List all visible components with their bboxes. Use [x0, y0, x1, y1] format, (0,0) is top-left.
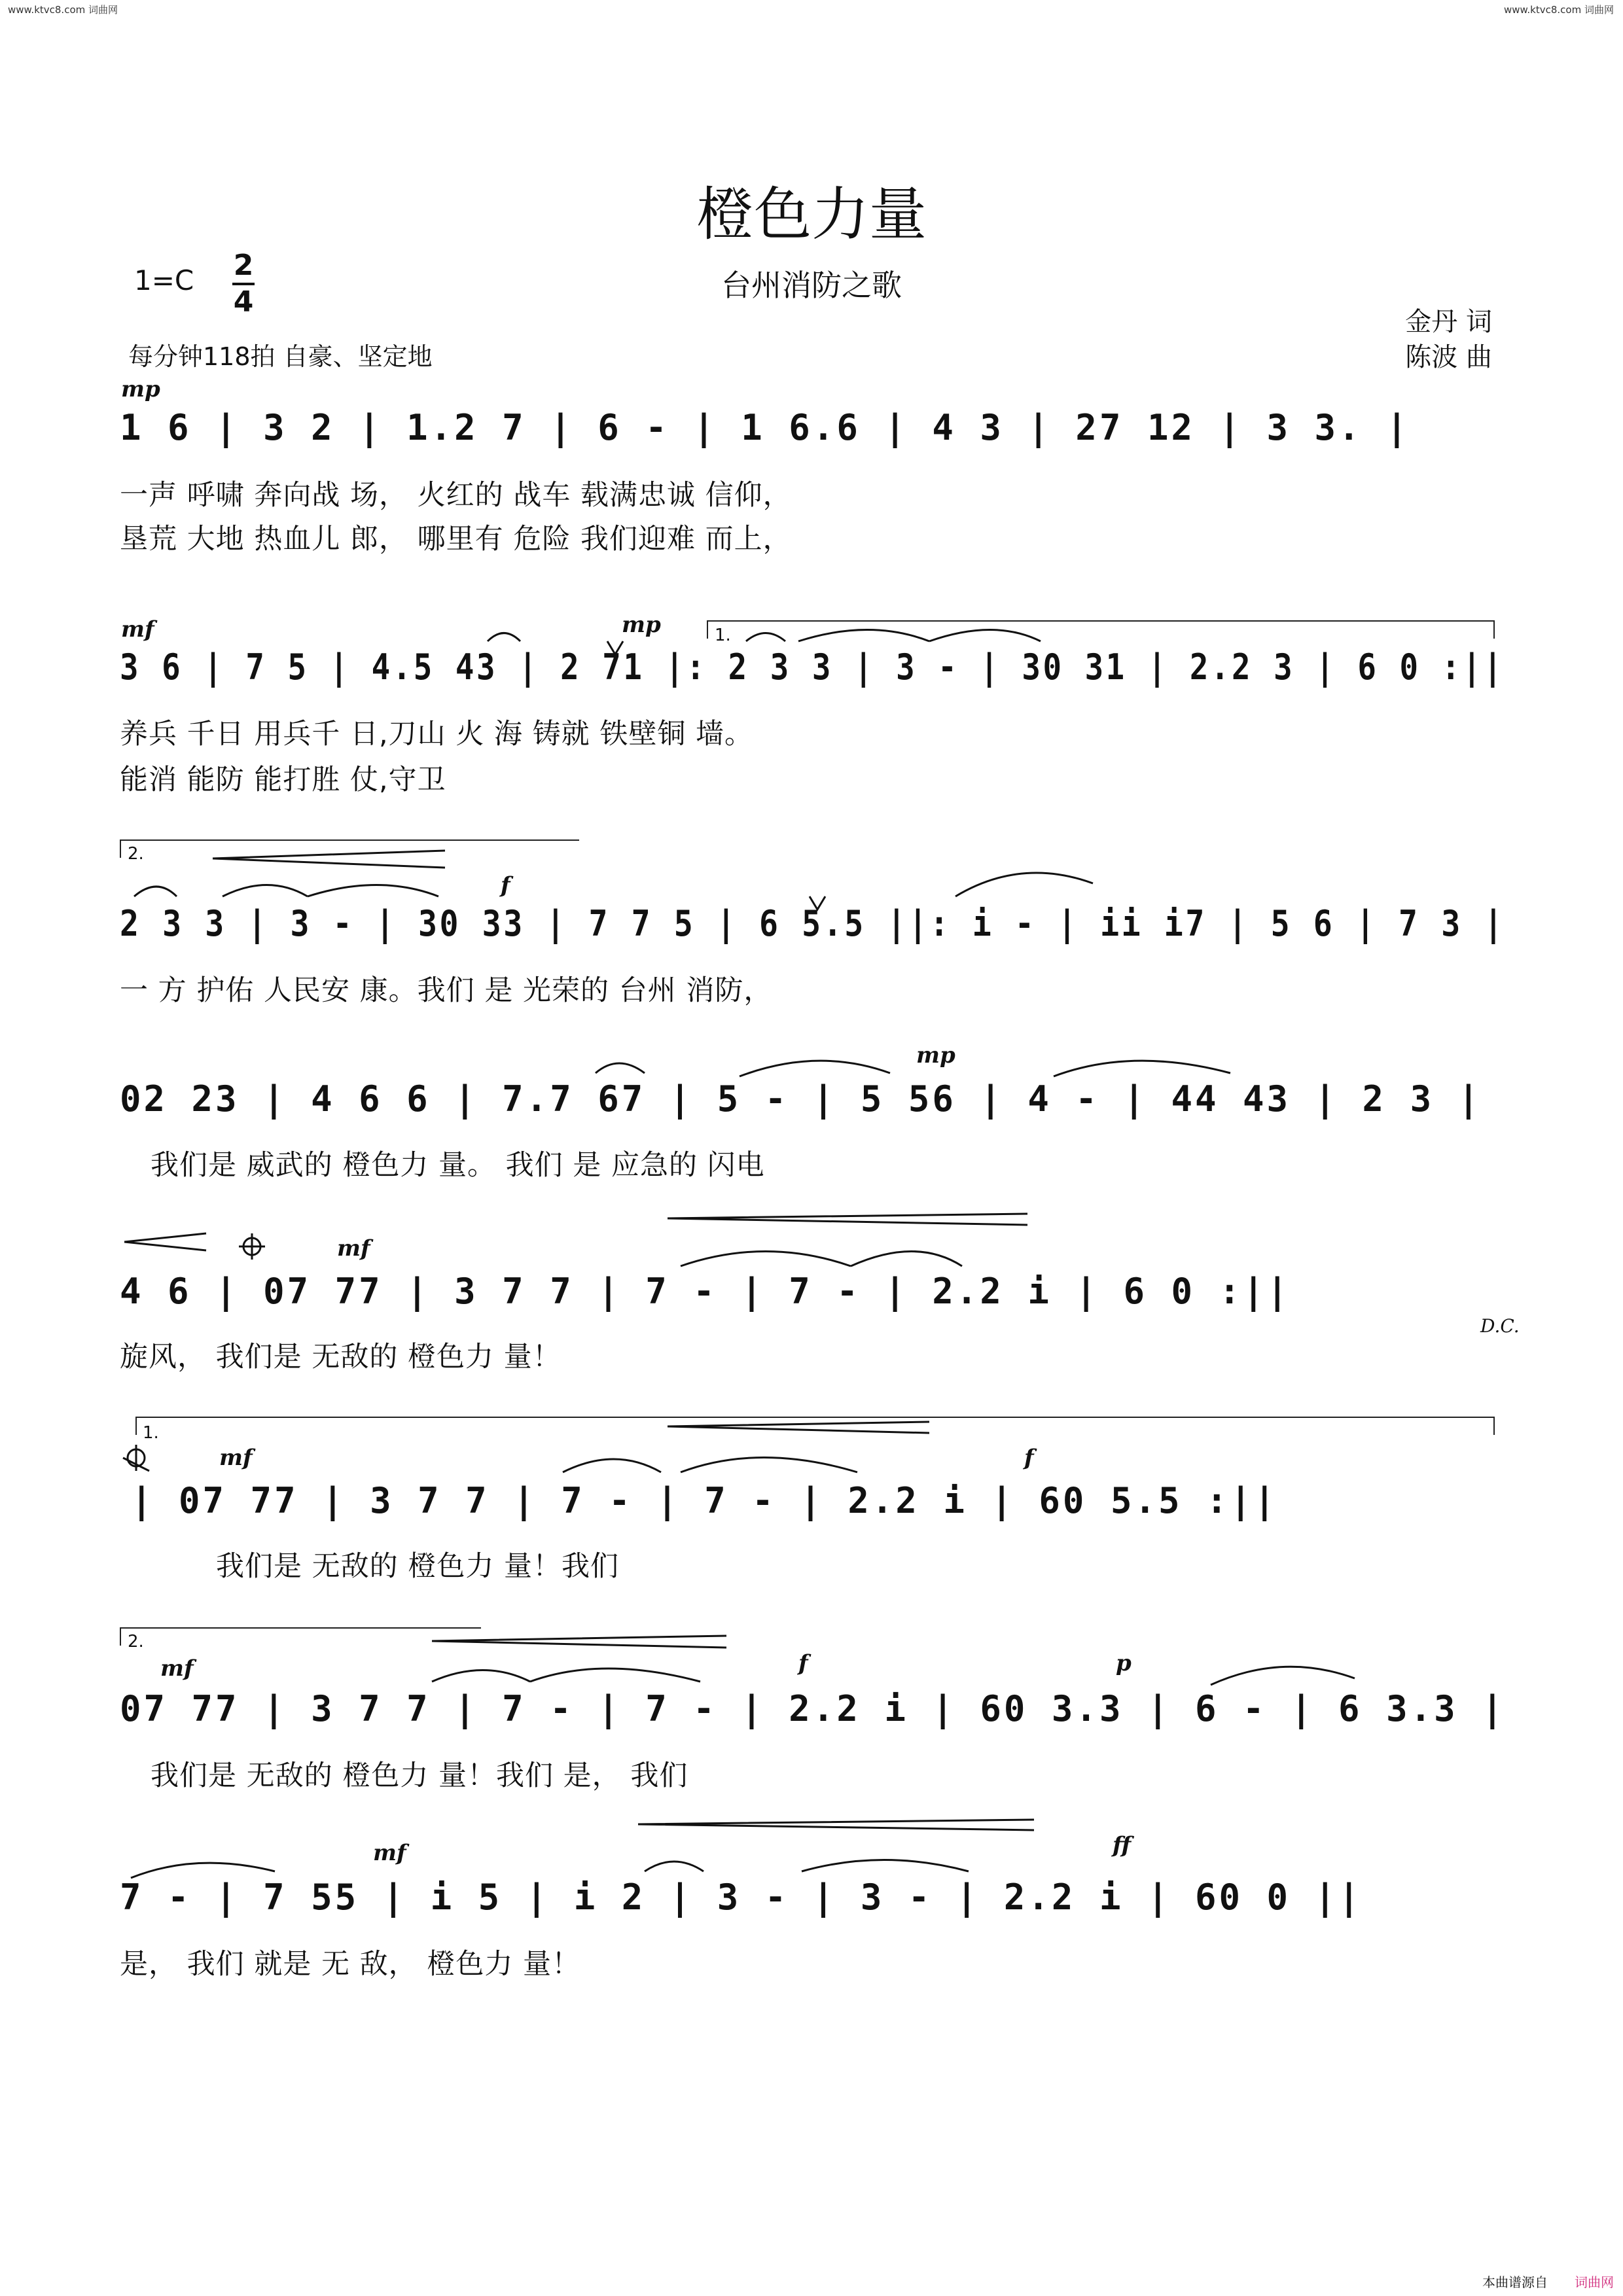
- dynamic-mp-2: mp: [622, 612, 661, 638]
- composer-credit: 陈波 曲: [1405, 342, 1492, 372]
- slur-r6b: [681, 1458, 857, 1473]
- lyricist-credit: 金丹 词: [1405, 307, 1492, 337]
- dynamic-mp-1: mp: [121, 376, 160, 402]
- slur-r5a: [681, 1252, 851, 1267]
- slur-r3a: [134, 887, 177, 896]
- volta-1-label: 1.: [715, 626, 731, 645]
- slur-r2a: [488, 633, 520, 642]
- lyrics-row-4: 我们是 威武的 橙色力 量。 我们 是 应急的 闪电: [151, 1149, 765, 1182]
- slur-r3b: [223, 885, 308, 897]
- volta-1-label-b: 1.: [143, 1423, 159, 1443]
- decrescendo-r5: [124, 1233, 206, 1250]
- slur-r8c: [802, 1860, 969, 1872]
- song-title: 橙色力量: [696, 181, 927, 248]
- lyrics-row-3: 一 方 护佑 人民安 康。我们 是 光荣的 台州 消防，: [120, 974, 773, 1007]
- volta-2-row3: [120, 839, 579, 858]
- notation-row-7: 07 77 | 3 7 7 | 7 - | 7 - | 2.2 i | 60 3.3 | 6 - | 6 3.3 |: [120, 1688, 1506, 1729]
- site-watermark-left: www.ktvc8.com 词曲网: [8, 4, 118, 16]
- footer-site: 词曲网: [1575, 2274, 1614, 2290]
- slur-r3d: [955, 873, 1093, 896]
- slur-r7c: [1211, 1667, 1355, 1685]
- notation-row-5: 4 6 | 07 77 | 3 7 7 | 7 - | 7 - | 2.2 i | 6 0 :||: [120, 1271, 1291, 1312]
- slur-r3c: [308, 885, 438, 897]
- dynamic-f-2: f: [1024, 1445, 1034, 1471]
- time-signature-bottom: 4: [233, 285, 254, 319]
- lyrics-row-2-verse-2: 能消 能防 能打胜 仗,守卫: [120, 764, 446, 796]
- site-watermark-right: www.ktvc8.com 词曲网: [1503, 4, 1614, 16]
- notation-row-2: 3 6 | 7 5 | 4.5 43 | 2 71 |: 2 3 3 | 3 - | 30 31 | 2.2 3 | 6 0 :||: [120, 646, 1505, 688]
- dynamic-mf-5: mf: [373, 1840, 406, 1866]
- lyrics-row-7: 我们是 无敌的 橙色力 量！我们 是， 我们: [151, 1759, 688, 1792]
- slur-r6a: [563, 1459, 661, 1472]
- slur-r4b: [740, 1061, 890, 1076]
- lyrics-row-6: 我们是 无敌的 橙色力 量！我们: [216, 1550, 620, 1583]
- slur-r8b: [645, 1862, 704, 1871]
- dynamic-f-3: f: [798, 1650, 808, 1676]
- tempo-marking: 每分钟118拍 自豪、坚定地: [128, 342, 433, 371]
- volta-2-label: 2.: [128, 844, 144, 864]
- slur-r4c: [1054, 1061, 1230, 1076]
- notation-row-1: 1 6 | 3 2 | 1.2 7 | 6 - | 1 6.6 | 4 3 | 27 12 | 3 3. |: [120, 407, 1410, 448]
- footer-source: 本曲谱源自: [1482, 2274, 1548, 2290]
- lyrics-row-1-verse-1: 一声 呼啸 奔向战 场， 火红的 战车 载满忠诚 信仰，: [120, 479, 792, 512]
- dynamic-f-1: f: [501, 872, 510, 898]
- dc-marking: D.C.: [1480, 1315, 1520, 1337]
- lyrics-row-5: 旋风， 我们是 无敌的 橙色力 量！: [120, 1341, 562, 1373]
- notation-row-6: | 07 77 | 3 7 7 | 7 - | 7 - | 2.2 i | 60 5.5 :||: [131, 1480, 1278, 1521]
- key-signature: 1=C: [134, 264, 194, 296]
- volta-1-row2: [707, 620, 1495, 639]
- time-signature-top: 2: [233, 249, 254, 282]
- dynamic-mf-3: mf: [219, 1445, 253, 1471]
- notation-row-8: 7 - | 7 55 | i 5 | i 2 | 3 - | 3 - | 2.2 i | 60 0 ||: [120, 1877, 1363, 1918]
- slur-r7b: [530, 1669, 700, 1682]
- dynamic-ff-1: ff: [1113, 1832, 1132, 1858]
- slur-r7a: [432, 1670, 530, 1682]
- dynamic-mf-2: mf: [337, 1235, 370, 1262]
- volta-1-row6: [135, 1417, 1495, 1435]
- dynamic-mp-3: mp: [916, 1042, 955, 1069]
- lyrics-row-1-verse-2: 垦荒 大地 热血儿 郎， 哪里有 危险 我们迎难 而上，: [120, 523, 792, 556]
- slur-r5b: [851, 1252, 962, 1267]
- hairpin-r8: [638, 1820, 1034, 1830]
- slur-r4a: [596, 1063, 645, 1073]
- dynamic-p-1: p: [1116, 1650, 1132, 1676]
- volta-2-row7: [120, 1627, 481, 1646]
- notation-row-3: 2 3 3 | 3 - | 30 33 | 7 7 5 | 6 5.5 ||: i - | ii i7 | 5 6 | 7 3 |: [120, 903, 1505, 944]
- lyrics-row-2-verse-1: 养兵 千日 用兵千 日,刀山 火 海 铸就 铁壁铜 墙。: [120, 718, 754, 751]
- dynamic-mf-4: mf: [160, 1655, 194, 1682]
- hairpin-r5: [668, 1214, 1027, 1225]
- notation-row-4: 02 23 | 4 6 6 | 7.7 67 | 5 - | 5 56 | 4 - | 44 43 | 2 3 |: [120, 1078, 1482, 1120]
- slur-r8a: [131, 1863, 275, 1878]
- lyrics-row-8: 是， 我们 就是 无 敌， 橙色力 量！: [120, 1948, 581, 1981]
- volta-2-label-b: 2.: [128, 1632, 144, 1651]
- song-subtitle: 台州消防之歌: [721, 268, 902, 303]
- dynamic-mf-1: mf: [121, 616, 154, 643]
